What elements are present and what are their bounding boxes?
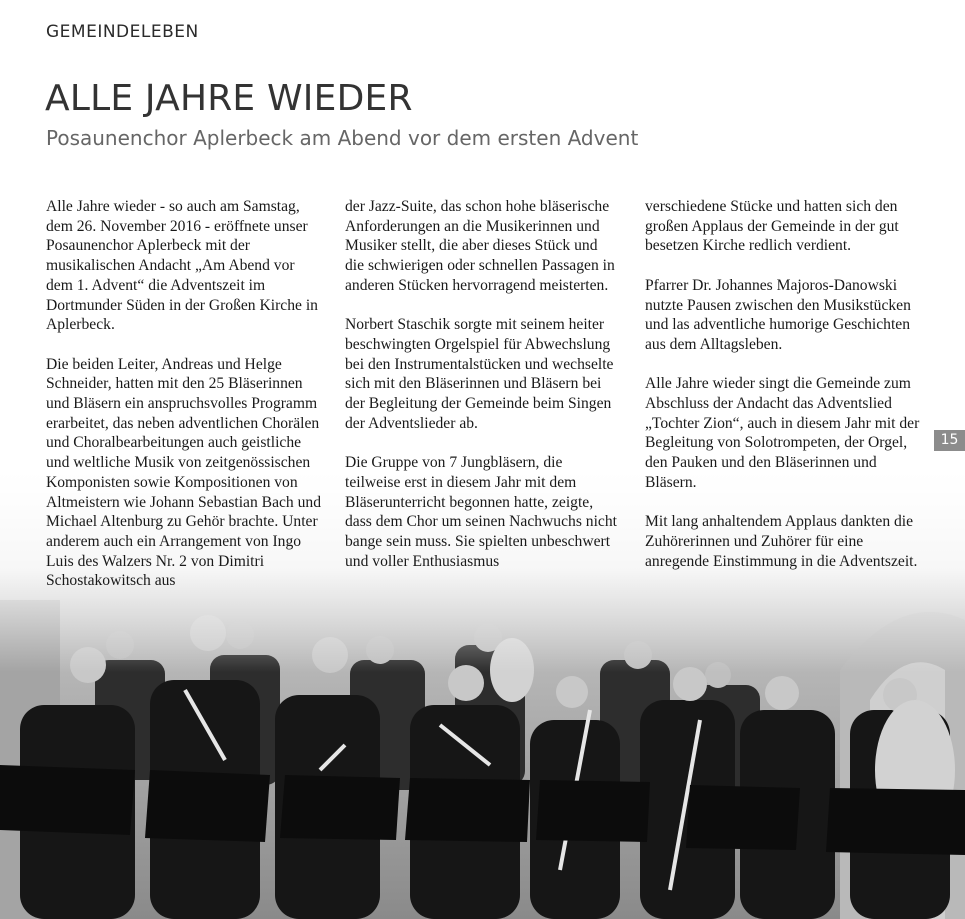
paragraph: Die Gruppe von 7 Jungbläsern, die teilweise erst in diesem Jahr mit dem Bläserunterricht begonnen hatte, zeigte, dass dem Chor um seinen Nachwuchs nicht bange sein muss. Sie spielten unbeschwert und voller Enthusiasmus <box>345 454 617 570</box>
page-number: 15 <box>934 430 965 451</box>
paragraph: Alle Jahre wieder - so auch am Samstag, dem 26. November 2016 - eröffnete unser Posaunenchor Aplerbeck mit der musikalischen Andacht „Am Abend vor dem 1. Advent“ die Adventszeit im Dortmunder Süden in der Großen Kirche in Aplerbeck. <box>46 198 318 334</box>
paragraph: Norbert Staschik sorgte mit seinem heiter beschwingten Orgelspiel für Abwechslung bei den Instrumentalstücken und wechselte sich mit den Bläserinnen und Bläsern bei der Begleitung der Gemeinde beim Singen der Adventslieder ab. <box>345 316 614 432</box>
text-column-3 <box>645 197 920 591</box>
paragraph: Die beiden Leiter, Andreas und Helge Schneider, hatten mit den 25 Bläserinnen und Bläsern ein anspruchsvolles Programm erarbeitet, das neben adventlichen Chorälen und Choralbearbeitungen auch geistliche und weltliche Musik von zeitgenössischen Komponisten sowie Kompositionen von Altmeistern wie Johann Sebastian Bach und Michael Altenburg zu Gehör brachte. Unter anderem auch ein Arrangement von Ingo Luis des Walzers Nr. 2 von Dimitri Schostakowitsch aus <box>46 355 321 590</box>
section-label: GEMEINDELEBEN <box>46 22 199 42</box>
paragraph: Alle Jahre wieder singt die Gemeinde zum Abschluss der Andacht das Adventslied „Tochter Zion“, auch in diesem Jahr mit der Begleitung von Solotrompeten, der Orgel, den Pauken und den Bläserinnen und Bläsern. <box>645 375 920 491</box>
text-column-1 <box>46 197 321 611</box>
paragraph: Mit lang anhaltendem Applaus dankten die Zuhörerinnen und Zuhörer für eine anregende Einstimmung in die Adventszeit. <box>645 513 918 570</box>
text-column-2 <box>345 197 620 591</box>
paragraph: der Jazz-Suite, das schon hohe bläserische Anforderungen an die Musikerinnen und Musiker stellt, die aber dieses Stück und die schwierigen oder schnellen Passagen in anderen Stücken hervorragend meisterten. <box>345 198 615 294</box>
paragraph: Pfarrer Dr. Johannes Majoros-Danowski nutzte Pausen zwischen den Musikstücken und las adventliche humorige Geschichten aus dem Alltagsleben. <box>645 276 911 353</box>
article-subtitle: Posaunenchor Aplerbeck am Abend vor dem ersten Advent <box>46 126 639 150</box>
article-title: ALLE JAHRE WIEDER <box>45 78 413 119</box>
paragraph: verschiedene Stücke und hatten sich den großen Applaus der Gemeinde in der gut besetzen Kirche redlich verdient. <box>645 198 899 255</box>
